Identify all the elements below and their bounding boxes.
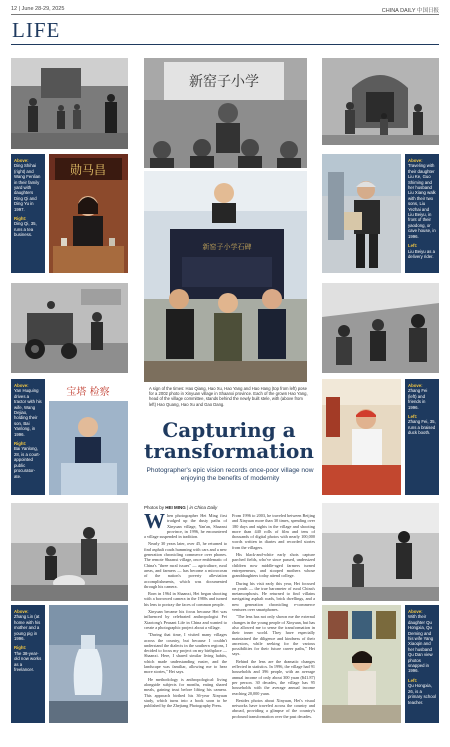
caption-text: Zhang Fei (left) and friends in 1996. xyxy=(408,388,428,410)
caption-label: Above: xyxy=(14,383,29,388)
caption-text: Ding Qi, 35, runs a tea business. xyxy=(14,221,37,238)
caption-label: Right: xyxy=(14,441,27,447)
byline-name: HEI MING xyxy=(165,505,186,510)
main-photo-caption: A sign of the times: Hao Qiang, Hao Xu, Hao Yang and Hao Hang (top from left) pose for a 2002 photo in Xinyuan village in Shaanxi province. Each of the grown Hao Yang, head of the village committee, stands behind the newly built stele, with (above from left) Hao Quang, Hao Xu and Gao Dang. xyxy=(149,386,308,407)
article-deck: Photographer's epic vision records once-poor village now enjoying the benefits of modernity xyxy=(146,467,314,482)
shop-sign-text: 勋马昌 xyxy=(69,163,107,177)
caption-box-right-3 xyxy=(405,605,439,723)
sign-text: 新窑子小学 xyxy=(189,74,259,90)
caption-text: Liu Beiyu as a delivery rider. xyxy=(408,248,435,259)
caption-label: Right: xyxy=(14,216,27,222)
caption-text: Zhang Lin (at home with his mother and a young pig in 1996. xyxy=(14,614,41,642)
caption-label: Above: xyxy=(14,609,29,614)
paragraph: Nearly 30 years later, over 45, he returned to find asphalt roads humming with cars and a new generation chronicling commerce over phones. The remote Shaanxi village, once emblematic of China's "three rural issues" — agriculture, rural areas, and farmers — has become a microcosm of the nation's poverty alleviation accomplishments, which was documented through his camera. xyxy=(144,541,227,589)
photo-zhang-lin-pig-1996 xyxy=(11,503,128,601)
caption-box-right-1 xyxy=(405,154,439,273)
photo-hao-group-stele xyxy=(144,171,307,382)
paragraph: From 1996 to 2003, he traveled between Beijing and Xinyuan more than 30 times, spending over 180 days and nights in the village and shooting more than 440 rolls of film and tens of thousands of digital photos with nearly 100,000 words written in diaries and recorded stories from the villagers. xyxy=(232,513,315,550)
byline-source: | in China Daily xyxy=(187,505,218,510)
procurate-sign-text: 宝塔 检察 xyxy=(66,387,110,398)
caption-text: With their daughter Qu Hongxia, Qu Deming and his wife Yang Xiaoqin and her husband Qu Dan view photos snapped in 1996. xyxy=(408,614,434,674)
byline-prefix: Photos by xyxy=(144,505,165,510)
caption-text: Zhang Fei, 35, runs a braised duck booth. xyxy=(408,419,436,436)
paragraph: hen photographer Hei Ming first trudged up the dusty paths of Xinyuan village, Yan'an, Shaanxi province, in 1996, he encountered a village suspended in tradition. xyxy=(144,513,227,540)
section-rule xyxy=(11,44,439,45)
article-column-2 xyxy=(232,513,315,738)
paragraph: He methodology is anthropological: living alongside subjects for months, eating shared meals, gaining trust before lifting his camera. This approach birthed his 36-year Xinyuan study, which turns into a book soon to be published by the Zhejiang Photography Press. xyxy=(144,676,227,709)
photo-qu-hongxia-teacher xyxy=(322,605,401,723)
caption-label: Above: xyxy=(408,609,423,614)
caption-text: The 38-year-old now works as a freelancer. xyxy=(14,650,42,673)
paragraph: Xinyuan became his focus because Hei was influenced by celebrated anthropologist Fei Xiaotong's Peasant Life in China and wanted to create a photographic project about a village. xyxy=(144,609,227,630)
header-rule xyxy=(11,14,439,15)
caption-label: Left: xyxy=(408,677,418,683)
paragraph: His black-and-white early shots capture parched fields, who've since passed, undersized children now middle-aged farmers turned entrepreneurs, and stooped mothers whose granddaughters today attend college. xyxy=(232,552,315,579)
caption-text: Yan Huquing drives a tractor with his wife, Wang Dejiao, holding their son, Bai Yanlong, in 1996. xyxy=(14,388,42,437)
caption-label: Above: xyxy=(14,158,29,163)
paragraph: Besides photos about Xinyuan, Hei's visual networks have traveled across the country and abroad, providing a glimpse of the country's profound transformation over the past decades. xyxy=(232,697,315,719)
caption-text: Bai Yanlong, 28, is a court-appointed public procurator-ate. xyxy=(14,446,41,479)
paragraph: Born in 1964 in Shaanxi, Hei began shooting with a borrowed camera in the 1980s and turned his lens to portray the faces of common people. xyxy=(144,591,227,607)
paragraph: "During that time, I visited many villages across the country, but because I couldn't understand the dialects in the southern regions, I decided to focus my project on my birthplace — Shaanxi. Here, I shared similar living habits, which made understanding easier, and the landscape was familiar, allowing me to hear more stories," Hei says. xyxy=(144,632,227,675)
caption-text: Qu Hongxia, 26, is a primary school teacher. xyxy=(408,683,436,705)
article-byline xyxy=(144,505,314,510)
photo-ding-qi-tea-shop xyxy=(49,154,128,273)
section-title: LIFE xyxy=(12,18,61,42)
photo-zhang-lin-freelancer xyxy=(49,605,128,723)
photo-cave-house-1996 xyxy=(322,58,439,145)
caption-label: Above: xyxy=(408,158,423,163)
photo-ding-family-1997 xyxy=(11,58,128,149)
caption-box-right-2 xyxy=(405,379,439,495)
caption-box-left-3 xyxy=(11,605,45,723)
caption-text: Traveling with their daughter Liu Ke, Guo Shiming and her husband Liu Xiang walk with their two sons, Liu Yezhai and Liu Beiyu, in front of their yaodong, or cave house, in 1996. xyxy=(408,163,436,239)
caption-label: Above: xyxy=(408,383,423,388)
caption-label: Right: xyxy=(14,645,27,651)
article-column-1 xyxy=(144,513,227,738)
drop-cap: W xyxy=(144,513,165,533)
paragraph: During his visit early this year, Hei focused on youth — the true barometer of rural China's metamorphosis. He returned to find villains navigating asphalt roads, brick dwellings, and a new generation chronicling e-commerce ventures over smartphones. xyxy=(232,580,315,613)
photo-bai-yanlong-procurate xyxy=(49,379,128,495)
photo-zhang-fei-duck-booth xyxy=(322,379,401,495)
caption-label: Left: xyxy=(408,243,418,249)
caption-label: Left: xyxy=(408,414,418,420)
photo-tractor-1996 xyxy=(11,283,128,373)
photo-liu-beiyu-delivery xyxy=(322,154,401,273)
photo-hao-children-sign xyxy=(144,58,307,168)
photo-qu-family-1996 xyxy=(322,503,439,601)
article-headline: Capturing a transformation xyxy=(144,418,314,463)
masthead-name: CHINA DAILY 中国日报 xyxy=(381,8,439,14)
caption-text: Ding Shihai (right) and Wang Fenlian in their family yard with daughters Ding Qi and Ding Yu in 1997. xyxy=(14,163,41,212)
paragraph: "The lens has not only shown me the external changes in the young people of Xinyuan, but has also allowed me to sense the transformation in their inner world. They have especially maintained the diligence and kindness of their ancestors, while seeking for the various possibilities for their future career paths," Hei says. xyxy=(232,614,315,657)
page-header-date: 12 | June 28-29, 2025 xyxy=(11,6,65,12)
stele-text: 新窑子小学石碑 xyxy=(202,243,252,251)
photo-zhang-fei-friends-1996 xyxy=(322,283,439,373)
paragraph: Behind the lens are the dramatic changes reflected in statistics. In 1996, the village had 91 households and 396 people, with an average annual income of only about 300 yuan ($41.87) per person. 30 decades, the village has 95 households with the average annual income reaching 20,000 yuan. xyxy=(232,658,315,696)
caption-box-left-2 xyxy=(11,379,45,495)
caption-box-left-1 xyxy=(11,154,45,273)
